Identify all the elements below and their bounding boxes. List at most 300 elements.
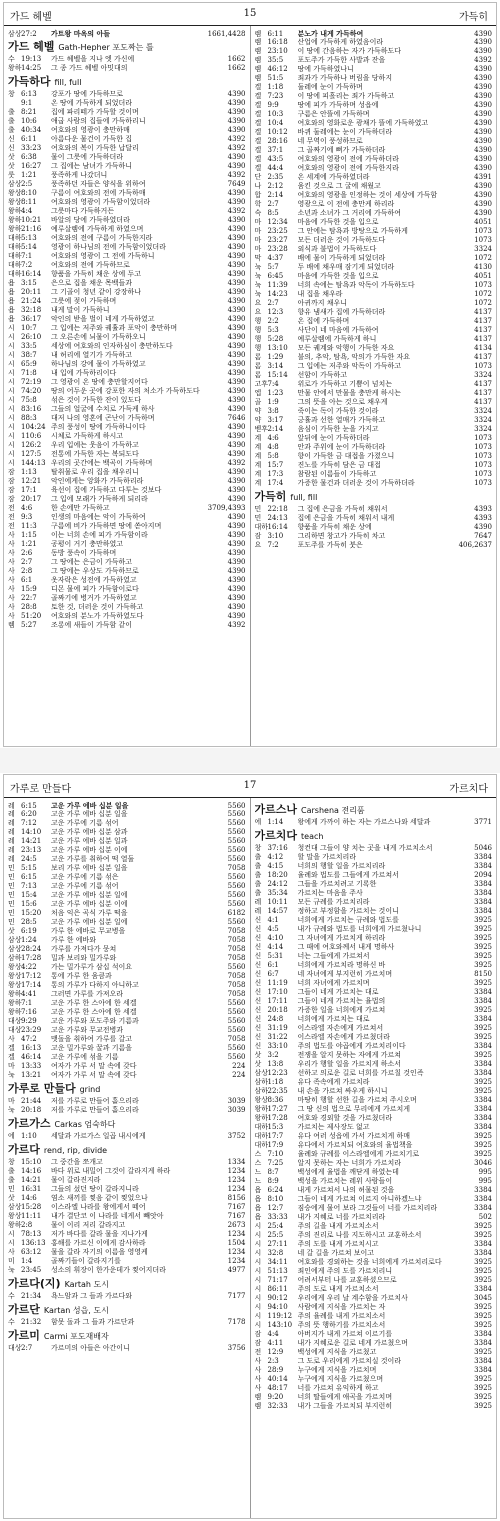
verse-text: 영광이 하나님의 전에 가득함이었더라: [51, 243, 166, 251]
verse-text: 저가 바다를 갈라 물을 지나가게: [51, 1230, 148, 1238]
strongs-number: 1234: [227, 1176, 246, 1184]
verse-ref: 20:18: [21, 1106, 42, 1114]
column-right: [250, 798, 497, 1518]
verse-ref: 9:29: [21, 1017, 37, 1025]
book-abbrev: 요: [254, 541, 262, 549]
book-abbrev: 계: [254, 443, 262, 451]
verse-row: [255, 380, 493, 389]
strongs-number: 4137: [474, 308, 492, 316]
verse-text: 우리 입에는 웃음이 가득하고: [51, 441, 139, 449]
column-left: [4, 798, 250, 1518]
verse-row: [8, 945, 246, 954]
verse-ref: 13:8: [267, 1060, 284, 1068]
verse-row: [8, 882, 246, 891]
book-abbrev: 전: [8, 504, 15, 512]
verse-ref: 17:10: [267, 988, 288, 996]
verse-ref: 14:23: [267, 290, 288, 298]
verse-ref: 94:10: [267, 1303, 288, 1311]
strongs-number: 3045: [474, 1294, 492, 1302]
headword-gloss: fill, full: [54, 78, 82, 87]
verse-text: 내가 규례와 법도를 너희에게 가르쳤나니: [297, 925, 422, 933]
verse-ref: 10:3: [267, 110, 284, 118]
verse-text: 애굽 사람의 집들에 가득하리니: [51, 117, 146, 125]
strongs-number: 4390: [227, 396, 246, 404]
verse-row: [255, 335, 493, 344]
strongs-number: 7058: [227, 927, 246, 935]
verse-text: 그 오른손에 뇌물이 가득하오니: [51, 333, 146, 341]
strongs-number: 4392: [227, 171, 246, 179]
book-abbrev: 약: [254, 416, 262, 424]
verse-ref: 16:18: [267, 38, 288, 46]
verse-ref: 18:20: [267, 871, 288, 879]
verse-text: 주의 율례를 내게 가르치소서: [297, 1312, 386, 1320]
verse-text: 그들을 가르치려고 기록한: [297, 880, 377, 888]
strongs-number: 4390: [227, 234, 246, 242]
verse-text: 선하고 의로운 길로 너희를 가르칠 것인즉: [297, 1069, 424, 1077]
verse-ref: 83:16: [21, 405, 42, 413]
strongs-number: 7177: [227, 1292, 246, 1300]
strongs-number: 3384: [474, 1195, 492, 1203]
verse-text: 주의 진리로 나를 지도하시고 교훈하소서: [297, 1231, 422, 1239]
verse-row: [8, 288, 246, 297]
headword: 가르단: [8, 1303, 40, 1316]
verse-row: [8, 963, 246, 972]
strongs-number: 7058: [227, 990, 246, 998]
verse-text: 그 집에 은금을 가득히 채워서: [297, 505, 388, 513]
book-abbrev: 전: [254, 1348, 262, 1356]
book-abbrev: 욥: [254, 1195, 262, 1203]
verse-text: 그 집에는 남녀가 가득하니: [51, 162, 133, 170]
verse-text: 내가 지혜로운 길로 네게 가르쳤으며: [297, 1339, 408, 1347]
verse-ref: 6:11: [267, 30, 284, 38]
verse-text: 구름이 여호와의 전에 가득하매: [51, 189, 146, 197]
book-abbrev: 계: [254, 470, 262, 478]
verse-text: 그의 뜻을 아는 것으로 채우게: [297, 398, 388, 406]
book-abbrev: 신: [254, 916, 262, 924]
verse-row: [8, 999, 246, 1008]
strongs-number: 4393: [474, 505, 492, 513]
verse-row: [8, 1292, 246, 1301]
book-abbrev: 수: [8, 55, 15, 63]
book-abbrev: 대하: [254, 523, 269, 531]
strongs-number: 3384: [474, 997, 492, 1005]
verse-text: 고운 가루 한 스아에 한 세겔: [51, 1008, 137, 1016]
book-abbrev: 엡: [254, 389, 262, 397]
verse-text: 악인에게는 앙화가 가득하리라: [51, 477, 144, 485]
headword: 가르스나: [254, 803, 298, 816]
verse-text: 백성에게 율법을 깨닫게 하였는데: [297, 1168, 399, 1176]
verse-ref: 12:9: [267, 1348, 284, 1356]
verse-text: 그 입에는 저주와 악독이 가득하고: [297, 362, 402, 370]
verse-text: 탈취물로 우리 집을 채우리니: [51, 468, 139, 476]
verse-text: 긍휼과 선한 열매가 가득하고: [297, 416, 386, 424]
strongs-number: 1662: [227, 64, 246, 72]
book-abbrev: 민: [254, 505, 262, 513]
book-abbrev: 잠: [254, 532, 262, 540]
strongs-number: 4130: [474, 263, 492, 271]
book-abbrev: 왕하: [8, 1221, 22, 1229]
verse-row: [8, 981, 246, 990]
verse-ref: 16:14: [267, 523, 288, 531]
verse-row: [255, 1267, 493, 1276]
strongs-number: 7058: [227, 954, 246, 962]
book-abbrev: 신: [254, 970, 262, 978]
book-abbrev: 신: [254, 961, 262, 969]
verse-row: [8, 99, 246, 108]
book-abbrev: 합: [254, 191, 262, 199]
strongs-number: 3039: [227, 1106, 246, 1114]
verse-ref: 8:10: [267, 1195, 284, 1203]
strongs-number: 5560: [227, 1053, 246, 1061]
strongs-number: 3925: [474, 961, 492, 969]
verse-text: 이스라엘 자손에게 가르쳤더라: [297, 1033, 390, 1041]
verse-text: 외식과 불법이 가득하도다: [297, 245, 377, 253]
verse-row: [8, 1017, 246, 1026]
verse-row: [255, 263, 493, 272]
verse-ref: 75:8: [21, 396, 37, 404]
book-abbrev: 사: [8, 567, 15, 575]
verse-row: [8, 414, 246, 423]
book-abbrev: 왕상: [8, 1212, 22, 1220]
strongs-number: 4390: [227, 243, 246, 251]
verse-text: 세달과 가르가스 일곱 내시에게: [51, 1132, 146, 1140]
verse-text: 죄과가 가득하나 버림을 당하지: [297, 74, 393, 82]
verse-row: [8, 918, 246, 927]
verse-text: 아름다운 물건이 가득한 집: [51, 135, 133, 143]
book-abbrev: 골: [254, 398, 262, 406]
verse-ref: 7:10: [267, 1150, 284, 1158]
verse-row: [255, 1312, 493, 1321]
verse-row: [255, 952, 493, 961]
verse-ref: 35:34: [267, 889, 288, 897]
strongs-number: 4137: [474, 398, 492, 406]
strongs-number: 3925: [474, 1132, 492, 1140]
book-abbrev: 느: [254, 1168, 262, 1176]
verse-text: 저를 가루로 만들어 흩으리라: [51, 1097, 139, 1105]
verse-ref: 17:3: [267, 470, 284, 478]
strongs-number: 1073: [474, 434, 492, 442]
verse-text: 그들의 섰던 땅이 갈라지니라: [51, 1185, 139, 1193]
verse-ref: 4:15: [267, 862, 284, 870]
verse-text: 그 땅에는 우상도 가득하므로: [51, 567, 139, 575]
strongs-number: 3925: [474, 1231, 492, 1239]
verse-ref: 7:13: [21, 882, 37, 890]
verse-text: 여호와의 영광이 그 전에 가득하니: [51, 252, 155, 260]
verse-text: 한 손에만 가득하고: [51, 504, 110, 512]
verse-ref: 4:37: [267, 254, 284, 262]
strongs-number: 4051: [474, 272, 492, 280]
verse-row: [255, 970, 493, 979]
book-abbrev: 왕하: [8, 1008, 22, 1016]
book-abbrev: 계: [254, 461, 262, 469]
verse-row: [8, 171, 246, 180]
book-abbrev: 출: [8, 1167, 15, 1175]
strongs-number: 3925: [474, 1375, 492, 1383]
verse-ref: 21:24: [21, 297, 42, 305]
book-abbrev: 수: [8, 1292, 15, 1300]
verse-text: 이스라엘 나라를 왕에게서 떼어: [51, 1203, 146, 1211]
book-abbrev: 사: [8, 531, 15, 539]
strongs-number: 4390: [227, 531, 246, 539]
verse-ref: 6:38: [21, 153, 37, 161]
strongs-number: 8156: [227, 1194, 246, 1202]
verse-text: 그러면 가루를 가져오라: [51, 990, 124, 998]
verse-row: [8, 423, 246, 432]
verse-text: 정하고 부정함을 가르치는 것이니: [297, 907, 399, 915]
verse-row: [8, 1230, 246, 1239]
verse-row: [255, 308, 493, 317]
verse-text: 너를 가르쳐 유익하게 하고: [297, 1384, 379, 1392]
strongs-number: 1073: [474, 281, 492, 289]
book-abbrev: 렘: [254, 1393, 262, 1401]
verse-ref: 88:3: [21, 414, 37, 422]
book-abbrev: 민: [8, 891, 15, 899]
verse-ref: 7:12: [21, 819, 37, 827]
verse-text: 가증한 물건과 더러운 것이 가득하더라: [297, 479, 415, 487]
strongs-number: 3384: [474, 1204, 492, 1212]
verse-ref: 7:2: [267, 541, 279, 549]
verse-ref: 28:8: [21, 603, 37, 611]
book-abbrev: 렘: [8, 621, 15, 629]
strongs-number: 4390: [227, 432, 246, 440]
verse-ref: 4:11: [267, 1339, 284, 1347]
verse-ref: 8:9: [267, 1177, 279, 1185]
strongs-number: 3925: [474, 1267, 492, 1275]
verse-ref: 1:18: [267, 1078, 284, 1086]
verse-text: 맷돌을 취하여 가루를 갈고: [51, 1035, 133, 1043]
strongs-number: 3384: [474, 1105, 492, 1113]
book-abbrev: 시: [8, 342, 15, 350]
verse-text: 그 도로 우리에게 가르치실 것이라: [297, 1357, 402, 1365]
strongs-number: 4390: [227, 324, 246, 332]
book-abbrev: 욥: [254, 1186, 262, 1194]
verse-ref: 14:6: [21, 1194, 37, 1202]
dictionary-page-15: [3, 2, 497, 747]
verse-text: 그 땅 신의 법으로 무리에게 가르치게: [297, 1105, 411, 1113]
strongs-number: 4134: [474, 344, 492, 352]
verse-ref: 28:24: [21, 945, 42, 953]
verse-ref: 33:23: [21, 144, 42, 152]
strongs-number: 5560: [227, 1017, 246, 1025]
verse-row: [255, 934, 493, 943]
book-abbrev: 고후: [254, 380, 269, 388]
headword: 가르미: [8, 1329, 40, 1342]
strongs-number: 4390: [227, 405, 246, 413]
strongs-number: 3925: [474, 1033, 492, 1041]
verse-text: 바다 위로 내밀어 그것이 갈라지게 하라: [51, 1167, 171, 1175]
verse-text: 골짜기에 병거가 가득하였고: [51, 594, 137, 602]
verse-text: 그 때에 여호와께서 내게 명하사: [297, 943, 395, 951]
verse-ref: 23:45: [21, 1266, 42, 1274]
strongs-number: 4977: [227, 1266, 246, 1274]
book-abbrev: 마: [254, 218, 262, 226]
verse-row: [8, 1132, 246, 1141]
verse-row: [8, 1158, 246, 1167]
book-abbrev: 시: [8, 414, 15, 422]
book-abbrev: 시: [8, 423, 15, 431]
verse-row: [8, 243, 246, 252]
strongs-number: 1073: [474, 362, 492, 370]
book-abbrev: 수: [8, 1318, 15, 1326]
verse-ref: 104:24: [21, 423, 46, 431]
verse-text: 골짜기들이 갈라지기를: [51, 1257, 121, 1265]
verse-text: 물이 갈라진지라: [51, 1176, 101, 1184]
headword-entry: [8, 1143, 246, 1158]
verse-text: 모든 궤계와 악행이 가득한 자요: [297, 344, 395, 352]
book-abbrev: 시: [8, 441, 15, 449]
verse-ref: 20:11: [21, 288, 42, 296]
verse-text: 조롱에 새들이 가득함 같이: [51, 621, 133, 629]
book-abbrev: 계: [254, 479, 262, 487]
book-abbrev: 사: [8, 1035, 15, 1043]
verse-text: 앞뒤에 눈이 가득하더라: [297, 434, 370, 442]
verse-row: [8, 594, 246, 603]
verse-text: 향품을 가득히 채운 상에 두고: [51, 270, 142, 278]
verse-ref: 15:14: [267, 371, 288, 379]
verse-ref: 65:9: [21, 360, 37, 368]
verse-text: 고운 가루 에바 십분 이에: [51, 846, 128, 854]
verse-text: 그들이 네게 가르치는 대로: [297, 988, 379, 996]
book-abbrev: 왕하: [254, 1105, 269, 1113]
verse-text: 마음에 가득한 것을 입으로: [297, 272, 379, 280]
verse-row: [8, 990, 246, 999]
strongs-number: 3384: [474, 898, 492, 906]
verse-text: 욕느암과 그 들과 가르다와: [51, 1292, 133, 1300]
book-abbrev: 계: [254, 434, 262, 442]
book-abbrev: 왕하: [8, 999, 22, 1007]
verse-row: [255, 943, 493, 952]
verse-text: 분노가 내게 가득하여: [297, 29, 364, 38]
book-abbrev: 겔: [254, 146, 262, 154]
verse-ref: 78:13: [21, 1230, 42, 1238]
strongs-number: 7058: [227, 1035, 246, 1043]
verse-ref: 2:8: [21, 1221, 33, 1229]
headword-entry: [8, 1303, 246, 1318]
verse-row: [8, 162, 246, 171]
verse-text: 전통에 가득한 자는 복되도다: [51, 450, 139, 458]
book-abbrev: 출: [8, 108, 15, 116]
verse-ref: 14:21: [21, 1176, 42, 1184]
verse-row: [8, 1344, 246, 1353]
verse-text: 땅에 피가 가득하며 성읍에: [297, 101, 379, 109]
verse-text: 가르미의 아들은 아간이니: [51, 1344, 130, 1352]
verse-ref: 5:15: [21, 864, 37, 872]
verse-ref: 28:9: [267, 1366, 284, 1374]
book-abbrev: 겔: [254, 155, 262, 163]
verse-text: 고운 가루에 기름 섞어: [51, 819, 119, 827]
verse-ref: 20:17: [21, 495, 42, 503]
strongs-number: 5560: [227, 1008, 246, 1016]
verse-ref: 2:5: [21, 180, 33, 188]
strongs-number: 3925: [474, 1384, 492, 1392]
verse-text: 내가 결단코 이 나라를 네게서 빼앗아: [51, 1212, 164, 1220]
verse-row: [255, 818, 493, 827]
book-abbrev: 시: [254, 1258, 262, 1266]
book-abbrev: 눅: [254, 272, 262, 280]
verse-ref: 23:27: [267, 236, 288, 244]
strongs-number: 3925: [474, 916, 492, 924]
strongs-number: 1072: [474, 299, 492, 307]
strongs-number: 4390: [227, 252, 246, 260]
verse-row: [8, 891, 246, 900]
verse-row: [8, 810, 246, 819]
strongs-number: 5560: [227, 999, 246, 1007]
verse-row: [255, 1168, 493, 1177]
verse-ref: 6:1: [21, 576, 33, 584]
verse-ref: 2:7: [21, 1344, 33, 1352]
headword-entry: [8, 1329, 246, 1344]
verse-ref: 27:2: [21, 30, 37, 38]
headword: 가르가스: [8, 1117, 51, 1130]
verse-text: 가르치는 마음을 주사: [297, 889, 363, 897]
verse-ref: 15:28: [21, 1203, 42, 1211]
strongs-number: 4390: [227, 387, 246, 395]
book-abbrev: 시: [8, 405, 15, 413]
strongs-number: 4390: [474, 182, 492, 190]
book-abbrev: 민: [8, 918, 15, 926]
book-abbrev: 겔: [254, 92, 262, 100]
verse-ref: 23:28: [267, 245, 288, 253]
verse-text: 모든 더러운 것이 가득하도다: [297, 236, 386, 244]
verse-text: 고운 가루 에바 십분 일을: [51, 801, 129, 810]
verse-row: [8, 1194, 246, 1203]
book-abbrev: 대하: [254, 1132, 269, 1140]
strongs-number: 1073: [474, 479, 492, 487]
verse-row: [255, 853, 493, 862]
verse-text: 주의 도를 내게 가르치시고: [297, 1240, 379, 1248]
verse-text: 음심이 가득한 눈을 가지고: [297, 425, 379, 433]
verse-row: [255, 425, 493, 434]
verse-row: [255, 209, 493, 218]
verse-ref: 6:7: [267, 970, 279, 978]
verse-text: 그 입에는 저주와 궤휼과 포악이 충만하며: [51, 324, 178, 332]
strongs-number: 4390: [227, 288, 246, 296]
verse-ref: 12:7: [267, 1204, 284, 1212]
strongs-number: 3384: [474, 988, 492, 996]
book-abbrev: 왕하: [8, 225, 22, 233]
verse-row: [255, 110, 493, 119]
verse-ref: 9:9: [267, 101, 279, 109]
book-abbrev: 행: [254, 326, 262, 334]
verse-row: [8, 549, 246, 558]
book-abbrev: 눅: [254, 281, 262, 289]
verse-ref: 17:28: [21, 954, 42, 962]
verse-text: 세상에 여호와의 인자하심이 충만하도다: [51, 342, 173, 350]
strongs-number: 4390: [474, 164, 492, 172]
verse-ref: 6:15: [21, 802, 37, 810]
verse-text: 디몬 물에 피가 가득함이로다: [51, 585, 139, 593]
book-abbrev: 대하: [8, 234, 22, 242]
verse-ref: 16:13: [21, 1044, 42, 1052]
verse-row: [255, 65, 493, 74]
verse-text: 예루살렘에 가득하게 하니: [297, 335, 377, 343]
verse-row: [8, 225, 246, 234]
verse-text: 주의 풍성이 땅에 가득하니이다: [51, 423, 146, 431]
verse-ref: 21:32: [21, 1318, 42, 1326]
verse-ref: 11:19: [267, 979, 288, 987]
verse-ref: 46:12: [267, 65, 288, 73]
verse-text: 진노를 가득히 담은 금 대접: [297, 461, 381, 469]
strongs-number: 4390: [227, 567, 246, 575]
verse-text: 내가 그들을 가르치되 부지런히: [297, 1402, 393, 1410]
verse-ref: 2:14: [267, 425, 284, 433]
verse-ref: 10:4: [267, 119, 284, 127]
verse-text: 토한 것, 더러운 것이 가득하고: [51, 603, 144, 611]
verse-ref: 17:14: [21, 981, 42, 989]
verse-text: 땅에 가득하였나니: [297, 65, 354, 73]
book-abbrev: 마: [254, 236, 262, 244]
strongs-number: 3925: [474, 952, 492, 960]
